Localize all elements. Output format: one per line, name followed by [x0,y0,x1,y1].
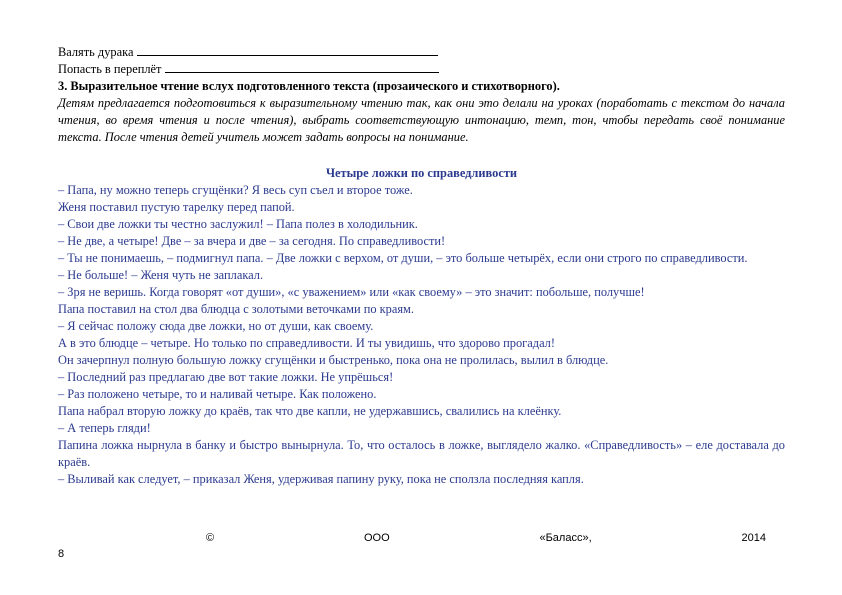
story-paragraph: – Не две, а четыре! Две – за вчера и две – за сегодня. По справедливости! [58,234,446,248]
page-number: 8 [58,548,65,560]
story-title: Четыре ложки по справедливости [325,166,518,180]
story-paragraph: Он зачерпнул полную большую ложку сгущёнки и быстренько, пока она не пролилась, вылил в блюдце. [58,353,609,367]
answer-blank [165,61,439,73]
story-paragraph: – Последний раз предлагаю две вот такие ложки. Не упрёшься! [58,370,394,384]
story-paragraph: – Не больше! – Женя чуть не заплакал. [58,268,264,282]
idiom-text: Валять дурака [58,45,134,59]
story-paragraph: – А теперь гляди! [58,421,151,435]
story-paragraph: Папа набрал вторую ложку до краёв, так что две капли, не удержавшись, свалились на клеёнку. [58,404,562,418]
idiom-line [58,44,785,61]
story-paragraph: – Свои две ложки ты честно заслужил! – Папа полез в холодильник. [58,217,418,231]
story-paragraph: Папина ложка нырнула в банку и быстро вынырнула. То, что осталось в ложке, выглядело жалко. «Справедливость» – еле доставала до краёв. [58,438,785,469]
page-footer [206,532,766,544]
footer-year: 2014 [741,532,766,544]
story-paragraph: Папа поставил на стол два блюдца с золотыми веточками по краям. [58,302,414,316]
idiom-text: Попасть в переплёт [58,62,162,76]
answer-blank [137,44,438,56]
footer-company: «Баласс», [539,532,592,544]
copyright-symbol: © [206,532,215,544]
story-paragraph: – Выливай как следует, – приказал Женя, удерживая папину руку, пока не сползла последняя капля. [58,472,584,486]
document-page [58,44,785,488]
story-paragraph: – Зря не веришь. Когда говорят «от души», «с уважением» или «как своему» – это значит: побольше, получше! [58,285,645,299]
story-paragraph: – Папа, ну можно теперь сгущёнки? Я весь суп съел и второе тоже. [58,183,413,197]
story-paragraph: – Я сейчас положу сюда две ложки, но от души, как своему. [58,319,374,333]
footer-org: ООО [363,532,390,544]
story-paragraph: А в это блюдце – четыре. Но только по справедливости. И ты увидишь, что здорово прогадал! [58,336,555,350]
story-paragraph: – Раз положено четыре, то и наливай четыре. Как положено. [58,387,377,401]
story-text [58,182,785,488]
instruction-text: Детям предлагается подготовиться к выразительному чтению так, как они это делали на уроках (поработать с текстом до начала чтения, во время чтения и после чтения), выбрать соответствующую интонацию, темп, тон, чтобы передать своё понимание текста. После чтения детей учитель может задать вопросы на понимание. [58,96,785,144]
section-heading: 3. Выразительное чтение вслух подготовленного текста (прозаического и стихотворного). [58,79,560,93]
story-paragraph: – Ты не понимаешь, – подмигнул папа. – Две ложки с верхом, от души, – это больше четырёх, если они строго по справедливости. [58,251,748,265]
story-paragraph: Женя поставил пустую тарелку перед папой. [58,200,295,214]
idiom-line [58,61,785,78]
